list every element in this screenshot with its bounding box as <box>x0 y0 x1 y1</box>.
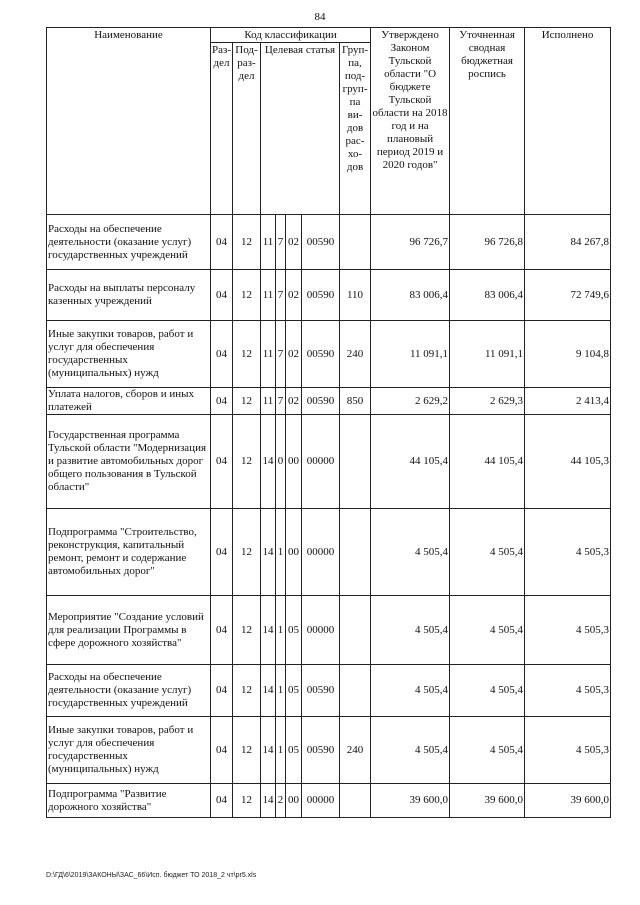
row-target-measure: 05 <box>286 596 302 665</box>
header-code-group: Код классификации <box>211 28 371 43</box>
table-row <box>47 717 611 784</box>
row-target-program: 14 <box>261 665 276 717</box>
budget-table <box>46 27 611 818</box>
row-target-subprogram: 1 <box>276 596 286 665</box>
row-executed: 44 105,3 <box>525 415 611 509</box>
row-refined: 96 726,8 <box>450 215 525 270</box>
row-target-subprogram: 1 <box>276 509 286 596</box>
row-approved: 4 505,4 <box>371 596 450 665</box>
row-subsection: 12 <box>233 415 261 509</box>
row-subsection: 12 <box>233 215 261 270</box>
row-target-direction: 00590 <box>302 717 340 784</box>
row-group: 110 <box>340 270 371 321</box>
row-target-subprogram: 0 <box>276 415 286 509</box>
row-target-program: 11 <box>261 215 276 270</box>
row-section: 04 <box>211 321 233 388</box>
table-row <box>47 215 611 270</box>
table-row <box>47 509 611 596</box>
row-section: 04 <box>211 415 233 509</box>
row-subsection: 12 <box>233 784 261 818</box>
row-section: 04 <box>211 509 233 596</box>
row-group: 240 <box>340 717 371 784</box>
row-refined: 44 105,4 <box>450 415 525 509</box>
row-target-measure: 05 <box>286 717 302 784</box>
row-approved: 4 505,4 <box>371 509 450 596</box>
row-name: Подпрограмма "Строительство, реконструкция, капитальный ремонт, ремонт и содержание автомобильных дорог" <box>47 509 211 596</box>
row-subsection: 12 <box>233 509 261 596</box>
row-target-subprogram: 7 <box>276 215 286 270</box>
row-approved: 11 091,1 <box>371 321 450 388</box>
row-target-subprogram: 1 <box>276 665 286 717</box>
row-refined: 11 091,1 <box>450 321 525 388</box>
row-target-measure: 02 <box>286 388 302 415</box>
row-target-direction: 00590 <box>302 215 340 270</box>
row-approved: 96 726,7 <box>371 215 450 270</box>
row-target-measure: 02 <box>286 270 302 321</box>
row-target-measure: 00 <box>286 784 302 818</box>
row-refined: 4 505,4 <box>450 509 525 596</box>
table-row <box>47 270 611 321</box>
row-executed: 84 267,8 <box>525 215 611 270</box>
table-row <box>47 784 611 818</box>
row-approved: 2 629,2 <box>371 388 450 415</box>
header-subsection: Под-раз-дел <box>233 43 261 215</box>
row-group <box>340 215 371 270</box>
row-section: 04 <box>211 784 233 818</box>
row-name: Расходы на выплаты персоналу казенных учреждений <box>47 270 211 321</box>
row-approved: 4 505,4 <box>371 665 450 717</box>
row-approved: 44 105,4 <box>371 415 450 509</box>
row-section: 04 <box>211 717 233 784</box>
row-target-direction: 00590 <box>302 270 340 321</box>
header-target: Целевая статья <box>261 43 340 215</box>
row-target-subprogram: 2 <box>276 784 286 818</box>
row-name: Расходы на обеспечение деятельности (оказание услуг) государственных учреждений <box>47 665 211 717</box>
page-number: 84 <box>314 11 326 23</box>
row-target-direction: 00000 <box>302 509 340 596</box>
table-row <box>47 415 611 509</box>
row-approved: 39 600,0 <box>371 784 450 818</box>
row-name: Уплата налогов, сборов и иных платежей <box>47 388 211 415</box>
row-refined: 83 006,4 <box>450 270 525 321</box>
row-target-program: 14 <box>261 784 276 818</box>
row-executed: 2 413,4 <box>525 388 611 415</box>
header-refined: Уточненная сводная бюджетная роспись <box>450 28 525 215</box>
row-target-subprogram: 1 <box>276 717 286 784</box>
row-refined: 4 505,4 <box>450 717 525 784</box>
row-subsection: 12 <box>233 388 261 415</box>
row-target-program: 14 <box>261 596 276 665</box>
row-target-direction: 00000 <box>302 415 340 509</box>
row-group <box>340 784 371 818</box>
file-path-footer: D:\ГД\6\2019\ЗАКОНЫ\ЗАС_66\Исп. бюджет ТО 2018_2 чт\pr5.xls <box>46 872 257 879</box>
row-name: Подпрограмма "Развитие дорожного хозяйства" <box>47 784 211 818</box>
row-executed: 4 505,3 <box>525 665 611 717</box>
row-section: 04 <box>211 665 233 717</box>
table-row <box>47 388 611 415</box>
row-target-direction: 00590 <box>302 321 340 388</box>
row-section: 04 <box>211 215 233 270</box>
row-subsection: 12 <box>233 321 261 388</box>
row-section: 04 <box>211 270 233 321</box>
row-refined: 4 505,4 <box>450 596 525 665</box>
row-subsection: 12 <box>233 596 261 665</box>
row-name: Иные закупки товаров, работ и услуг для обеспечения государственных (муниципальных) нужд <box>47 717 211 784</box>
row-target-program: 11 <box>261 388 276 415</box>
row-target-measure: 00 <box>286 509 302 596</box>
row-target-program: 14 <box>261 415 276 509</box>
row-name: Иные закупки товаров, работ и услуг для обеспечения государственных (муниципальных) нужд <box>47 321 211 388</box>
header-approved: Утверждено Законом Тульской области "О бюджете Тульской области на 2018 год и на плановый период 2019 и 2020 годов" <box>371 28 450 215</box>
row-refined: 39 600,0 <box>450 784 525 818</box>
row-target-program: 11 <box>261 270 276 321</box>
row-executed: 4 505,3 <box>525 509 611 596</box>
row-executed: 9 104,8 <box>525 321 611 388</box>
row-section: 04 <box>211 388 233 415</box>
row-target-program: 14 <box>261 509 276 596</box>
row-target-direction: 00590 <box>302 665 340 717</box>
row-group <box>340 665 371 717</box>
row-target-subprogram: 7 <box>276 388 286 415</box>
row-name: Мероприятие "Создание условий для реализации Программы в сфере дорожного хозяйства" <box>47 596 211 665</box>
table-row <box>47 665 611 717</box>
row-executed: 4 505,3 <box>525 596 611 665</box>
row-group: 240 <box>340 321 371 388</box>
row-group <box>340 509 371 596</box>
row-target-measure: 05 <box>286 665 302 717</box>
row-target-program: 14 <box>261 717 276 784</box>
row-target-subprogram: 7 <box>276 270 286 321</box>
row-section: 04 <box>211 596 233 665</box>
row-target-program: 11 <box>261 321 276 388</box>
row-subsection: 12 <box>233 665 261 717</box>
row-group: 850 <box>340 388 371 415</box>
row-target-measure: 00 <box>286 415 302 509</box>
row-subsection: 12 <box>233 270 261 321</box>
row-group <box>340 596 371 665</box>
row-target-direction: 00000 <box>302 596 340 665</box>
table-row <box>47 321 611 388</box>
row-group <box>340 415 371 509</box>
row-target-measure: 02 <box>286 321 302 388</box>
header-executed: Исполнено <box>525 28 611 215</box>
row-target-subprogram: 7 <box>276 321 286 388</box>
row-executed: 72 749,6 <box>525 270 611 321</box>
row-target-direction: 00590 <box>302 388 340 415</box>
header-section: Раз-дел <box>211 43 233 215</box>
row-name: Государственная программа Тульской области "Модернизация и развитие автомобильных дорог общего пользования в Тульской области" <box>47 415 211 509</box>
header-group: Груп-па, под-груп-па ви-дов рас-хо-дов <box>340 43 371 215</box>
header-name: Наименование <box>47 28 211 215</box>
row-refined: 2 629,3 <box>450 388 525 415</box>
row-target-measure: 02 <box>286 215 302 270</box>
table-row <box>47 596 611 665</box>
row-target-direction: 00000 <box>302 784 340 818</box>
row-refined: 4 505,4 <box>450 665 525 717</box>
row-executed: 4 505,3 <box>525 717 611 784</box>
row-approved: 4 505,4 <box>371 717 450 784</box>
row-approved: 83 006,4 <box>371 270 450 321</box>
row-name: Расходы на обеспечение деятельности (оказание услуг) государственных учреждений <box>47 215 211 270</box>
row-subsection: 12 <box>233 717 261 784</box>
row-executed: 39 600,0 <box>525 784 611 818</box>
